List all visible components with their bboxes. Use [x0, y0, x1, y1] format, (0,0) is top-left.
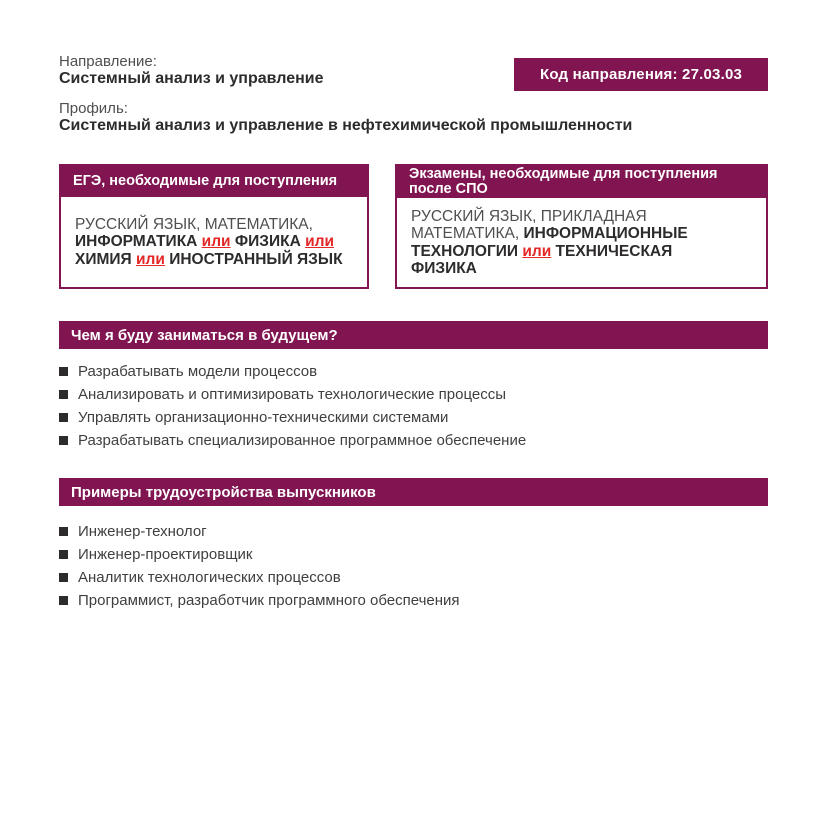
- employment-examples-list: [59, 520, 768, 612]
- list-item-label: Разрабатывать специализированное программное обеспечение: [78, 432, 527, 449]
- square-bullet-icon: [59, 367, 68, 376]
- list-item-label: Анализировать и оптимизировать технологические процессы: [78, 386, 507, 403]
- spo-exams-text: [411, 208, 688, 278]
- exam-boxes-row: [59, 164, 768, 289]
- square-bullet-icon: [59, 436, 68, 445]
- exam-subject-text: ИНФОРМАЦИОННЫЕ: [523, 225, 688, 242]
- square-bullet-icon: [59, 596, 68, 605]
- profile-value: Системный анализ и управление в нефтехимической промышленности: [59, 117, 633, 134]
- or-keyword: или: [522, 242, 552, 260]
- ege-exams-text: [75, 216, 343, 269]
- square-bullet-icon: [59, 550, 68, 559]
- list-item: [59, 360, 768, 383]
- square-bullet-icon: [59, 390, 68, 399]
- list-item: [59, 429, 768, 452]
- or-keyword: или: [135, 250, 165, 268]
- header-row: [59, 53, 768, 91]
- exam-subject-text: ФИЗИКА: [230, 233, 306, 251]
- list-item-label: Программист, разработчик программного обеспечения: [78, 592, 460, 609]
- direction-block: [59, 53, 324, 87]
- direction-label: Направление:: [59, 53, 157, 70]
- exam-subject-text: ХИМИЯ: [75, 250, 136, 268]
- list-item-label: Инженер-проектировщик: [78, 546, 253, 563]
- list-item: [59, 589, 768, 612]
- or-keyword: или: [201, 233, 231, 251]
- profile-label: Профиль:: [59, 100, 128, 117]
- future-activities-list: [59, 360, 768, 452]
- ege-exams-box-body: [61, 197, 367, 287]
- exam-subject-text: МАТЕМАТИКА,: [411, 225, 524, 242]
- list-item: [59, 406, 768, 429]
- ege-exams-box-title: ЕГЭ, необходимые для поступления: [61, 166, 367, 197]
- exam-subject-text: ФИЗИКА: [411, 260, 477, 277]
- ege-exams-box: [59, 164, 369, 289]
- list-item-label: Инженер-технолог: [78, 523, 207, 540]
- exam-subject-text: ИНФОРМАТИКА: [75, 233, 202, 251]
- exam-subject-text: РУССКИЙ ЯЗЫК, МАТЕМАТИКА,: [75, 215, 313, 233]
- employment-section-title: Примеры трудоустройства выпускников: [59, 478, 768, 506]
- square-bullet-icon: [59, 527, 68, 536]
- profile-block: [59, 100, 768, 134]
- list-item-label: Разрабатывать модели процессов: [78, 363, 318, 380]
- list-item-label: Управлять организационно-техническими системами: [78, 409, 449, 426]
- exam-subject-text: ТЕХНОЛОГИИ: [411, 242, 523, 260]
- spo-exams-box-title: Экзамены, необходимые для поступления после СПО: [397, 166, 766, 198]
- list-item: [59, 383, 768, 406]
- square-bullet-icon: [59, 573, 68, 582]
- future-section-title: Чем я буду заниматься в будущем?: [59, 321, 768, 349]
- exam-subject-text: ТЕХНИЧЕСКАЯ: [551, 242, 673, 260]
- exam-subject-text: РУССКИЙ ЯЗЫК, ПРИКЛАДНАЯ: [411, 207, 647, 225]
- exam-subject-text: ИНОСТРАННЫЙ ЯЗЫК: [164, 250, 343, 268]
- or-keyword: или: [305, 233, 334, 251]
- list-item: [59, 520, 768, 543]
- direction-value: Системный анализ и управление: [59, 70, 324, 87]
- square-bullet-icon: [59, 413, 68, 422]
- list-item: [59, 566, 768, 589]
- direction-code-badge: Код направления: 27.03.03: [514, 58, 768, 91]
- list-item: [59, 543, 768, 566]
- spo-exams-box: [395, 164, 768, 289]
- spo-exams-box-body: [397, 198, 766, 287]
- list-item-label: Аналитик технологических процессов: [78, 569, 341, 586]
